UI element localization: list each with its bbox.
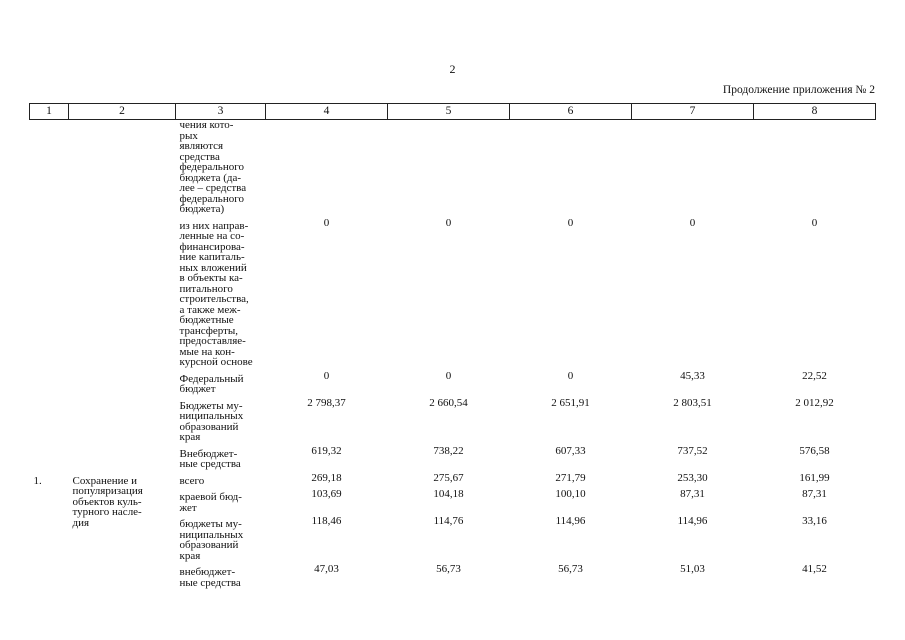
value-col-5	[388, 516, 510, 564]
column-header: 4	[266, 104, 388, 120]
row-number	[30, 446, 69, 473]
event-name	[69, 120, 176, 218]
value-col-7-text: 253,30	[677, 471, 708, 484]
column-numbers-row	[30, 104, 876, 120]
value-col-7	[632, 489, 754, 516]
value-col-4	[266, 446, 388, 473]
column-header: 7	[632, 104, 754, 120]
funding-source	[176, 120, 266, 218]
event-name	[69, 218, 176, 371]
value-col-5	[388, 120, 510, 218]
value-col-8-text: 22,52	[802, 369, 827, 382]
funding-source-text: из них направ- ленные на со- финансирова- ние капиталь- ных вложений в объекты ка- питального строительства, а также меж- бюджетные трансферты, предоставляе- мые на кон- курсной основе	[179, 219, 253, 368]
value-col-4-text: 2 798,37	[307, 396, 346, 409]
value-col-8	[754, 398, 876, 446]
value-col-6-text: 100,10	[555, 488, 586, 500]
value-col-8	[754, 371, 876, 398]
value-col-7-text: 737,52	[677, 444, 708, 457]
funding-source	[176, 398, 266, 446]
value-col-6	[510, 489, 632, 516]
value-col-4-text: 118,46	[311, 515, 342, 527]
value-col-6-text: 271,79	[555, 471, 586, 484]
funding-source-text: всего	[179, 474, 205, 487]
funding-source-text: Бюджеты му- ниципальных образований края	[179, 399, 244, 443]
value-col-5-text: 275,67	[433, 471, 464, 484]
value-col-7	[632, 218, 754, 371]
value-col-8	[754, 120, 876, 218]
value-col-8	[754, 473, 876, 490]
value-col-7-text: 87,31	[680, 488, 705, 500]
value-col-6-text: 2 651,91	[551, 396, 590, 409]
value-col-4-text: 269,18	[311, 471, 342, 484]
value-col-5-text: 104,18	[433, 488, 464, 500]
event-name	[69, 398, 176, 446]
value-col-4	[266, 371, 388, 398]
table-row	[30, 473, 876, 490]
value-col-7-text: 0	[689, 216, 696, 229]
row-number	[30, 398, 69, 446]
value-col-7	[632, 564, 754, 591]
row-number-text: 1.	[33, 474, 42, 487]
event-name	[69, 473, 176, 592]
funding-source	[176, 371, 266, 398]
page-number: 2	[449, 62, 456, 76]
value-col-8	[754, 218, 876, 371]
value-col-5-text: 738,22	[433, 444, 464, 457]
funding-source-text: краевой бюд- жет	[179, 491, 242, 514]
continuation-label: Продолжение приложения № 2	[722, 84, 875, 96]
value-col-5-text: 0	[445, 369, 452, 382]
row-number	[30, 473, 69, 592]
value-col-7	[632, 120, 754, 218]
funding-source-text: Внебюджет- ные средства	[179, 447, 241, 470]
value-col-5	[388, 398, 510, 446]
row-number	[30, 120, 69, 218]
value-col-4-text: 619,32	[311, 444, 342, 457]
value-col-7-text: 114,96	[677, 515, 708, 527]
table-row	[30, 218, 876, 371]
value-col-7	[632, 371, 754, 398]
value-col-7-text: 2 803,51	[673, 396, 712, 409]
value-col-4-text: 0	[323, 369, 330, 382]
value-col-4-text: 0	[323, 216, 330, 229]
column-header: 3	[176, 104, 266, 120]
event-name	[69, 371, 176, 398]
value-col-4	[266, 120, 388, 218]
funding-source-text: бюджеты му- ниципальных образований края	[179, 518, 244, 562]
value-col-5	[388, 218, 510, 371]
value-col-6-text: 56,73	[558, 563, 583, 575]
value-col-5-text: 56,73	[436, 563, 461, 575]
value-col-6	[510, 371, 632, 398]
value-col-7	[632, 398, 754, 446]
event-name-text: Сохранение и популяризация объектов куль- турного насле- дия	[72, 474, 143, 529]
value-col-8-text: 33,16	[802, 515, 827, 527]
value-col-6-text: 0	[567, 369, 574, 382]
value-col-8-text: 576,58	[799, 444, 830, 457]
value-col-8	[754, 564, 876, 591]
value-col-6	[510, 398, 632, 446]
value-col-6	[510, 446, 632, 473]
value-col-5	[388, 371, 510, 398]
value-col-4	[266, 473, 388, 490]
value-col-8	[754, 489, 876, 516]
value-col-8	[754, 446, 876, 473]
funding-source-text: внебюджет- ные средства	[179, 566, 241, 589]
table-row	[30, 398, 876, 446]
value-col-4	[266, 218, 388, 371]
funding-source	[176, 446, 266, 473]
column-header: 2	[69, 104, 176, 120]
budget-table	[29, 103, 876, 591]
value-col-4	[266, 398, 388, 446]
value-col-8-text: 41,52	[802, 563, 827, 575]
row-number	[30, 218, 69, 371]
value-col-4-text: 47,03	[314, 563, 339, 575]
value-col-5	[388, 473, 510, 490]
funding-source	[176, 218, 266, 371]
value-col-5	[388, 489, 510, 516]
value-col-7-text: 51,03	[680, 563, 705, 575]
column-header: 5	[388, 104, 510, 120]
value-col-4	[266, 516, 388, 564]
value-col-8-text: 0	[811, 216, 818, 229]
value-col-6	[510, 516, 632, 564]
funding-source-text: чения кото- рых являются средства федерального бюджета (да- лее – средства федерального бюджета)	[179, 119, 247, 215]
column-header: 6	[510, 104, 632, 120]
value-col-6-text: 0	[567, 216, 574, 229]
value-col-6	[510, 120, 632, 218]
value-col-5	[388, 564, 510, 591]
value-col-6	[510, 218, 632, 371]
value-col-4-text: 103,69	[311, 488, 342, 500]
value-col-8-text: 2 012,92	[795, 396, 834, 409]
row-number	[30, 371, 69, 398]
value-col-6-text: 114,96	[555, 515, 586, 527]
column-header: 1	[30, 104, 69, 120]
funding-source	[176, 516, 266, 564]
value-col-4	[266, 489, 388, 516]
value-col-6	[510, 564, 632, 591]
value-col-8-text: 161,99	[799, 471, 830, 484]
column-header: 8	[754, 104, 876, 120]
value-col-7	[632, 516, 754, 564]
value-col-8	[754, 516, 876, 564]
value-col-6-text: 607,33	[555, 444, 586, 457]
value-col-5-text: 0	[445, 216, 452, 229]
value-col-5-text: 2 660,54	[429, 396, 468, 409]
funding-source-text: Федеральный бюджет	[179, 372, 244, 395]
value-col-7	[632, 473, 754, 490]
value-col-5-text: 114,76	[433, 515, 464, 527]
value-col-7-text: 45,33	[680, 369, 705, 382]
value-col-6	[510, 473, 632, 490]
table-row	[30, 371, 876, 398]
value-col-4	[266, 564, 388, 591]
table-row	[30, 120, 876, 218]
table-row	[30, 446, 876, 473]
funding-source	[176, 489, 266, 516]
value-col-5	[388, 446, 510, 473]
value-col-7	[632, 446, 754, 473]
value-col-8-text: 87,31	[802, 488, 827, 500]
event-name	[69, 446, 176, 473]
funding-source	[176, 473, 266, 490]
funding-source	[176, 564, 266, 591]
